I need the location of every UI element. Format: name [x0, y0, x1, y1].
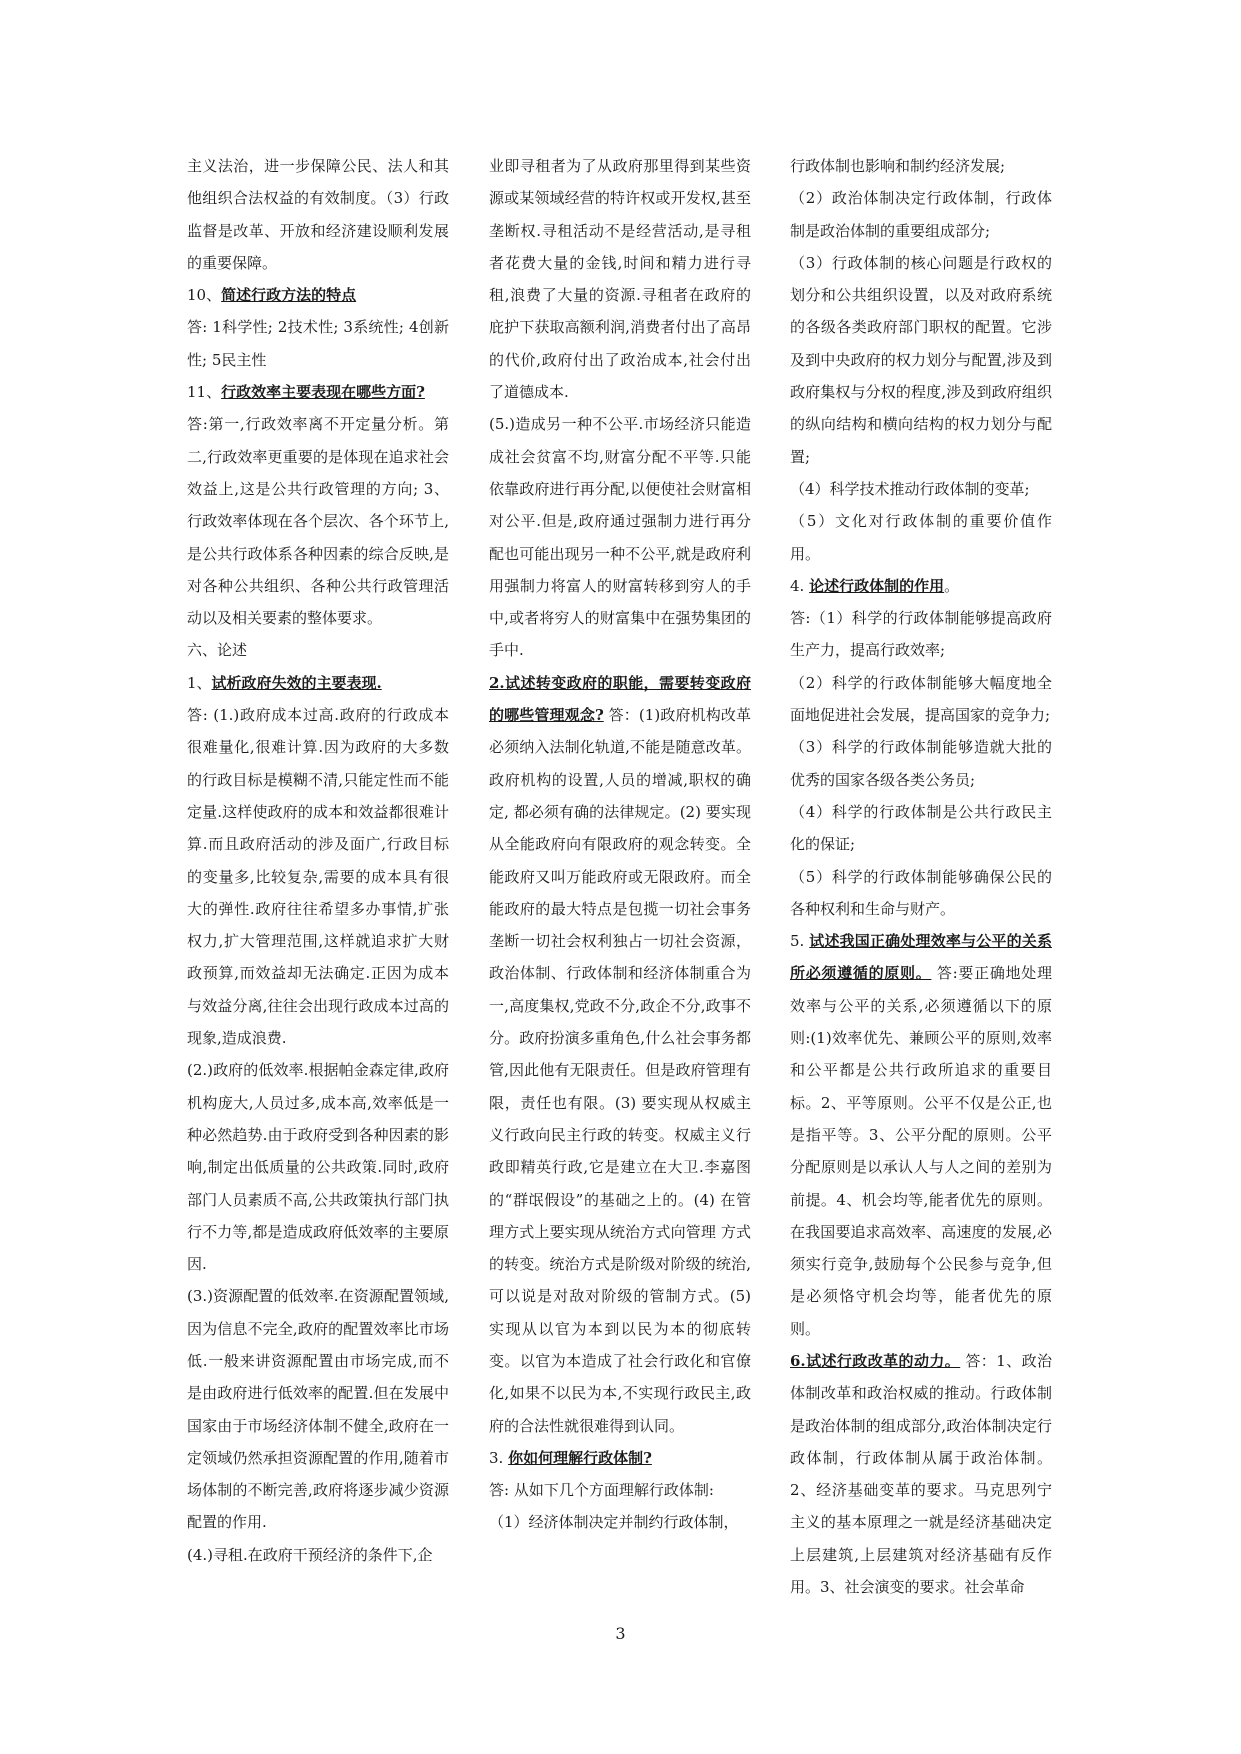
paragraph-text: 答: 从如下几个方面理解行政体制:	[489, 1481, 714, 1500]
paragraph	[790, 505, 1052, 570]
paragraph-text: 答：(1)政府机构改革必须纳入法制化轨道,不能是随意改革。政府机构的设置,人员的增减,职权的确定, 都必须有确的法律规定。(2) 要实现从全能政府向有限政府的观念转变。全能政府又叫万能政府或无限政府。而全能政府的最大特点是包揽一切社会事务垄断一切社会权利独占一切社会资源，政治体制、行政体制和经济体制重合为一,高度集权,党政不分,政企不分,政事不分。政府扮演多重角色,什么社会事务都管,因此他有无限责任。但是政府管理有限，责任也有限。(3) 要实现从权威主义行政向民主行政的转变。权威主义行政即精英行政,它是建立在大卫.李嘉图的“群氓假设”的基础之上的。(4) 在管理方式上要实现从统治方式向管理 方式的转变。统治方式是阶级对阶级的统治,可以说是对敌对阶级的管制方式。(5) 实现从以官为本到以民为本的彻底转变。以官为本造成了社会行政化和官僚化,如果不以民为本,不实现行政民主,政府的合法性就很难得到认同。	[489, 706, 751, 1435]
paragraph-text: 答：1、政治体制改革和政治权威的推动。行政体制是政治体制的组成部分,政治体制决定行政体制，行政体制从属于政治体制。2、经济基础变革的要求。马克思列宁主义的基本原理之一就是经济基础决定上层建筑,上层建筑对经济基础有反作用。3、社会演变的要求。社会革命	[790, 1351, 1052, 1597]
paragraph	[187, 1280, 449, 1538]
question-heading: 2.试述转变政府的职能，需要转变政府的哪些管理观念?	[489, 673, 751, 725]
paragraph-text: 答:要正确地处理效率与公平的关系,必须遵循以下的原则:(1)效率优先、兼顾公平的原则,效率和公平都是公共行政所追求的重要目标。2、平等原则。公平不仅是公正,也是指平等。3、公平分配的原则。公平分配原则是以承认人与人之间的差别为前提。4、机会均等,能者优先的原则。在我国要追求高效率、高速度的发展,必须实行竞争,鼓励每个公民参与竞争,但是必须恪守机会均等，能者优先的原则。	[790, 964, 1052, 1338]
question-heading: 你如何理解行政体制?	[508, 1448, 652, 1467]
paragraph-text: 答:（1）科学的行政体制能够提高政府生产力，提高行政效率;	[790, 609, 1052, 660]
paragraph	[187, 1054, 449, 1280]
paragraph	[790, 570, 1052, 602]
paragraph	[187, 699, 449, 1054]
paragraph-text: 六、论述	[187, 641, 248, 660]
paragraph	[790, 796, 1052, 861]
paragraph	[790, 473, 1052, 505]
paragraph-text: （5）科学的行政体制能够确保公民的各种权利和生命与财产。	[790, 867, 1052, 918]
paragraph-text: 答:第一,行政效率离不开定量分析。第二,行政效率更重要的是体现在追求社会效益上,这是公共行政管理的方向; 3、行政效率体现在各个层次、各个环节上,是公共行政体系各种因素的综合反映,是对各种公共组织、各种公共行政管理活动以及相关要素的整体要求。	[187, 415, 449, 628]
paragraph-text: (3.)资源配置的低效率.在资源配置领域,因为信息不完全,政府的配置效率比市场低.一般来讲资源配置由市场完成,而不是由政府进行低效率的配置.但在发展中国家由于市场经济体制不健全,政府在一定领域仍然承担资源配置的作用,随着市场体制的不断完善,政府将逐步减少资源配置的作用.	[187, 1287, 449, 1532]
heading-number: 1、	[187, 673, 212, 692]
question-heading: 简述行政方法的特点	[221, 286, 357, 305]
paragraph-text: （3）行政体制的核心问题是行政权的划分和公共组织设置，以及对政府系统的各级各类政府部门职权的配置。它涉及到中央政府的权力划分与配置,涉及到政府集权与分权的程度,涉及到政府组织的纵向结构和横向结构的权力划分与配置;	[790, 253, 1052, 466]
paragraph-text: 业即寻租者为了从政府那里得到某些资源或某领域经营的特许权或开发权,甚至垄断权.寻租活动不是经营活动,是寻租者花费大量的金钱,时间和精力进行寻租,浪费了大量的资源.寻租者在政府的庇护下获取高额利润,消费者付出了高昂的代价,政府付出了政治成本,社会付出了道德成本.	[489, 157, 751, 402]
paragraph-text: 行政体制也影响和制约经济发展;	[790, 157, 1006, 175]
paragraph	[790, 861, 1052, 926]
paragraph	[489, 150, 751, 408]
paragraph	[790, 182, 1052, 247]
question-heading: 试析政府失效的主要表现.	[211, 673, 382, 692]
paragraph	[790, 602, 1052, 667]
paragraph	[187, 150, 449, 279]
paragraph-text: （3）科学的行政体制能够造就大批的优秀的国家各级各类公务员;	[790, 738, 1052, 789]
paragraph	[790, 247, 1052, 473]
paragraph	[790, 731, 1052, 796]
question-heading: 6.试述行政改革的动力。	[790, 1351, 961, 1370]
paragraph-text: 答: (1.)政府成本过高.政府的行政成本很难量化,很难计算.因为政府的大多数的行政目标是模糊不清,只能定性而不能定量.这样使政府的成本和效益都很难计算.而且政府活动的涉及面广,行政目标的变量多,比较复杂,需要的成本具有很大的弹性.政府往往希望多办事情,扩张权力,扩大管理范围,这样就追求扩大财政预算,而效益却无法确定.正因为成本与效益分离,往往会出现行政成本过高的现象,造成浪费.	[187, 706, 449, 1048]
paragraph	[187, 634, 449, 666]
paragraph	[790, 925, 1052, 1345]
paragraph-text: 。	[944, 576, 960, 595]
text-column-2	[489, 150, 751, 1539]
paragraph-text: （4）科学的行政体制是公共行政民主化的保证;	[790, 802, 1052, 854]
paragraph-text: 答: 1科学性; 2技术性; 3系统性; 4创新性; 5民主性	[187, 318, 449, 369]
question-heading: 试述我国正确处理效率与公平的关系所必须遵循的原则。	[790, 932, 1052, 983]
heading-number: 3.	[489, 1448, 509, 1467]
paragraph	[187, 376, 449, 408]
page-number: 3	[615, 1624, 626, 1643]
paragraph	[489, 408, 751, 666]
paragraph-text: （5）文化对行政体制的重要价值作用。	[790, 512, 1052, 563]
heading-number: 10、	[187, 286, 222, 305]
paragraph	[790, 150, 1052, 182]
paragraph-text: （2）科学的行政体制能够大幅度地全面地促进社会发展，提高国家的竞争力;	[790, 673, 1052, 725]
heading-number: 4.	[790, 576, 810, 595]
heading-number: 11、	[187, 383, 222, 402]
paragraph-text: （4）科学技术推动行政体制的变革;	[790, 479, 1030, 498]
paragraph	[790, 667, 1052, 732]
paragraph	[187, 1539, 449, 1571]
paragraph-text: （2）政治体制决定行政体制，行政体制是政治体制的重要组成部分;	[790, 189, 1052, 240]
question-heading: 论述行政体制的作用	[809, 576, 945, 595]
paragraph-text: (5.)造成另一种不公平.市场经济只能造成社会贫富不均,财富分配不平等.只能依靠政府进行再分配,以便使社会财富相对公平.但是,政府通过强制力进行再分配也可能出现另一种不公平,就是政府利用强制力将富人的财富转移到穷人的手中,或者将穷人的财富集中在强势集团的手中.	[489, 415, 751, 660]
paragraph-text: （1）经济体制决定并制约行政体制，	[489, 1513, 739, 1532]
paragraph	[489, 667, 751, 1442]
paragraph	[489, 1442, 751, 1474]
paragraph-text: (2.)政府的低效率.根据帕金森定律,政府机构庞大,人员过多,成本高,效率低是一种必然趋势.由于政府受到各种因素的影响,制定出低质量的公共政策.同时,政府部门人员素质不高,公共政策执行部门执行不力等,都是造成政府低效率的主要原因.	[187, 1061, 449, 1274]
text-column-3	[790, 150, 1052, 1603]
paragraph	[187, 408, 449, 634]
paragraph	[187, 667, 449, 699]
paragraph	[187, 279, 449, 311]
paragraph	[489, 1474, 751, 1506]
paragraph-text: (4.)寻租.在政府干预经济的条件下,企	[187, 1545, 433, 1564]
paragraph-text: 主义法治，进一步保障公民、法人和其他组织合法权益的有效制度。（3）行政监督是改革、开放和经济建设顺利发展的重要保障。	[187, 157, 449, 272]
heading-number: 5.	[790, 932, 810, 951]
paragraph	[489, 1506, 751, 1538]
question-heading: 行政效率主要表现在哪些方面?	[221, 383, 425, 402]
paragraph	[790, 1345, 1052, 1603]
text-column-1	[187, 150, 449, 1571]
paragraph	[187, 311, 449, 376]
